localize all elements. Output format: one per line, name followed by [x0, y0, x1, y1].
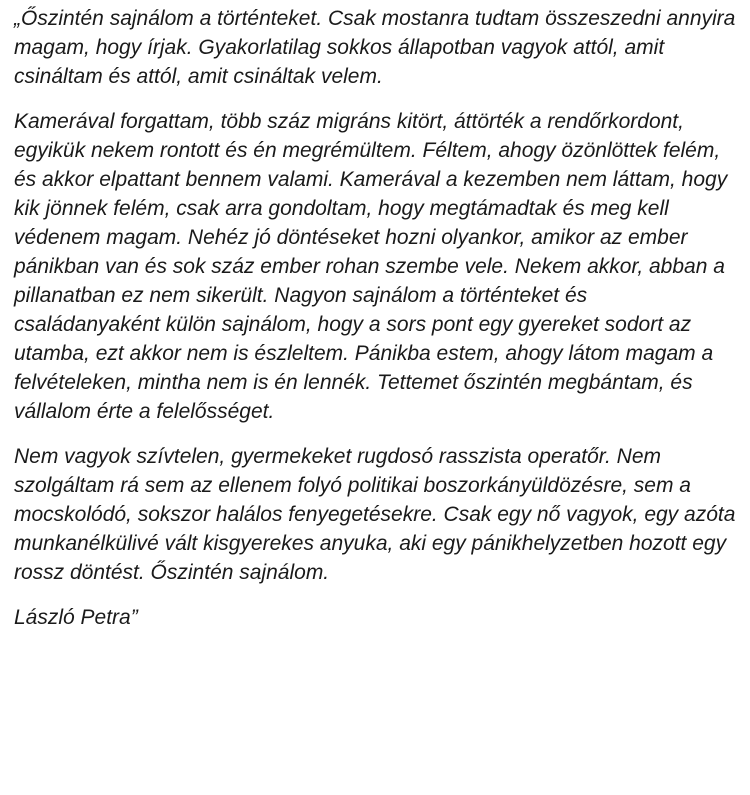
letter-paragraph-2: Kamerával forgattam, több száz migráns kitört, áttörték a rendőrkordont, egyikük nekem rontott és én megrémültem. Féltem, ahogy özönlöttek felém, és akkor elpattant bennem valami. Kamerával a kezemben nem láttam, hogy kik jönnek felém, csak arra gondoltam, hogy megtámadtak és meg kell védenem magam. Nehéz jó döntéseket hozni olyankor, amikor az ember pánikban van és sok száz ember rohan szembe vele. Nekem akkor, abban a pillanatban ez nem sikerült. Nagyon sajnálom a történteket és családanyaként külön sajnálom, hogy a sors pont egy gyereket sodort az utamba, ezt akkor nem is észleltem. Pánikba estem, ahogy látom magam a felvételeken, mintha nem is én lennék. Tettemet őszintén megbántam, és vállalom érte a felelősséget. — [14, 110, 728, 423]
letter-paragraph-1: „Őszintén sajnálom a történteket. Csak mostanra tudtam összeszedni annyira magam, hogy írjak. Gyakorlatilag sokkos állapotban vagyok attól, amit csináltam és attól, amit csináltak velem. — [14, 7, 736, 88]
letter-signature: László Petra” — [14, 606, 138, 629]
letter-paragraph-3: Nem vagyok szívtelen, gyermekeket rugdosó rasszista operatőr. Nem szolgáltam rá sem az ellenem folyó politikai boszorkányüldözésre, sem a mocskolódó, sokszor halálos fenyegetésekre. Csak egy nő vagyok, egy azóta munkanélkülivé vált kisgyerekes anyuka, aki egy pánikhelyzetben hozott egy rossz döntést. Őszintén sajnálom. — [14, 445, 736, 584]
